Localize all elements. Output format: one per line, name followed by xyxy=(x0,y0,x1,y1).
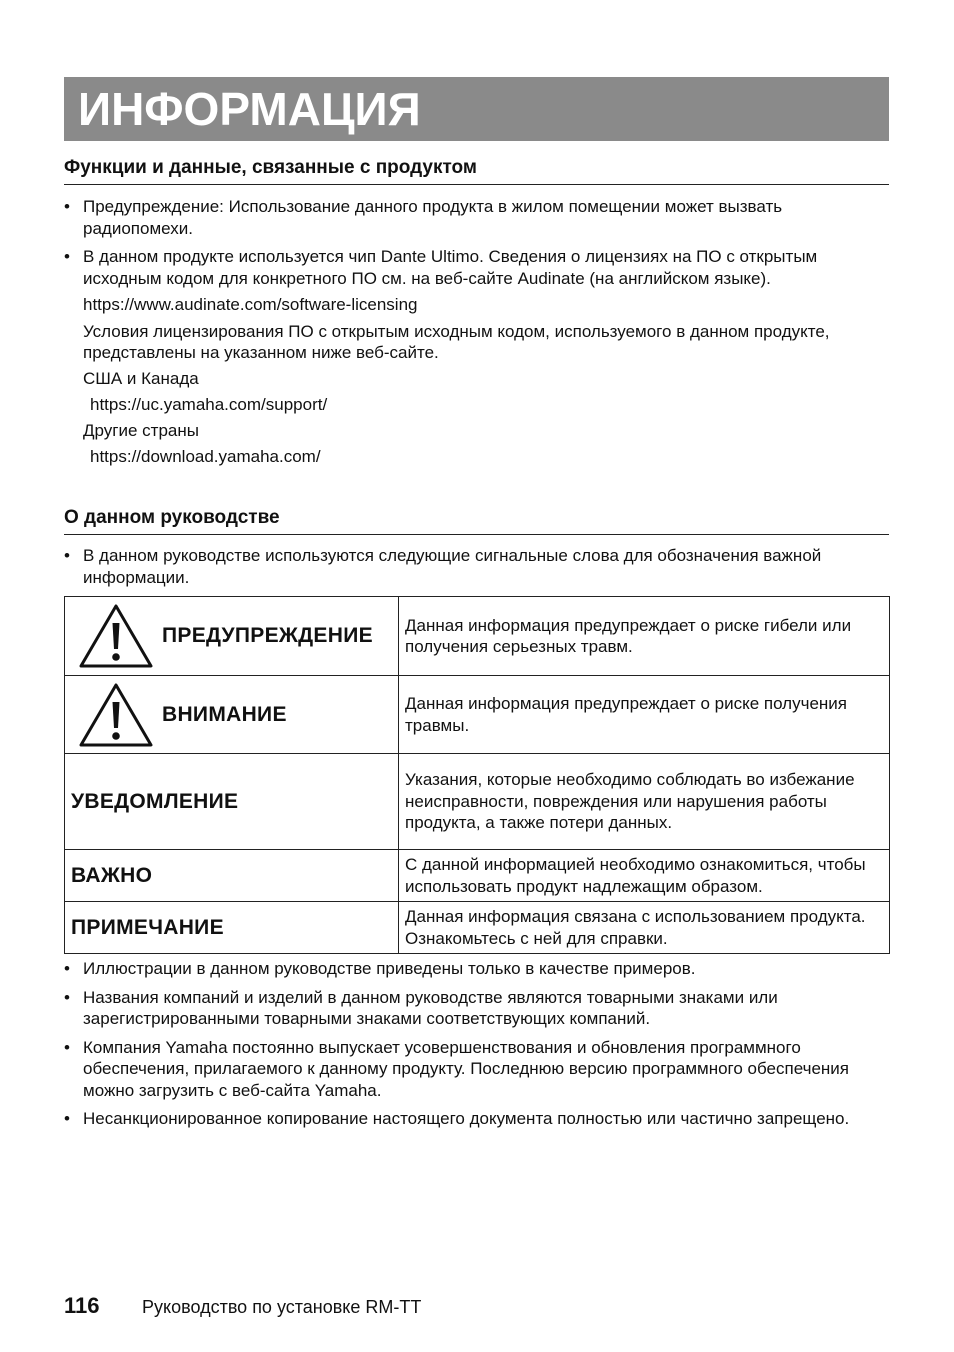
signal-label-cell xyxy=(65,850,399,902)
yamaha-usa-link[interactable]: https://uc.yamaha.com/support/ xyxy=(90,395,328,414)
yamaha-download-link[interactable]: https://download.yamaha.com/ xyxy=(90,447,321,466)
table-row xyxy=(65,902,890,954)
page-number: 116 xyxy=(64,1293,100,1318)
list-item: • Названия компаний и изделий в данном руководстве являются товарными знаками или зарегистрированными товарными знаками соответствующих компаний. xyxy=(64,987,889,1030)
signal-desc-notice: Указания, которые необходимо соблюдать во избежание неисправности, повреждения или нарушения работы продукта, а также потери данных. xyxy=(399,754,890,850)
signal-words-table xyxy=(64,596,890,954)
signal-word-warning: ПРЕДУПРЕЖДЕНИЕ xyxy=(162,624,373,647)
signal-label-cell xyxy=(65,597,399,676)
list-item: • В данном руководстве используются следующие сигнальные слова для обозначения важной информации. xyxy=(64,545,889,588)
page-title: ИНФОРМАЦИЯ xyxy=(78,83,421,135)
signal-word-notice: УВЕДОМЛЕНИЕ xyxy=(71,789,239,813)
region-label-other: Другие страны xyxy=(83,420,199,440)
signal-word-note: ПРИМЕЧАНИЕ xyxy=(71,915,224,939)
signal-label-cell xyxy=(65,902,399,954)
list-item: • Компания Yamaha постоянно выпускает усовершенствования и обновления программного обеспечения, прилагаемого к данному продукту. Последнюю версию программного обеспечения можно загрузить с веб-сайта Yamaha. xyxy=(64,1037,889,1102)
title-banner xyxy=(64,77,889,141)
audinate-link[interactable]: https://www.audinate.com/software-licensing xyxy=(83,295,418,314)
table-row xyxy=(65,754,890,850)
section-about-manual-body xyxy=(64,545,889,588)
signal-desc-important: С данной информацией необходимо ознакомиться, чтобы использовать продукт надлежащим образом. xyxy=(399,850,890,902)
list-item: • Предупреждение: Использование данного продукта в жилом помещении может вызвать радиопомехи. xyxy=(64,196,889,239)
notes-list xyxy=(64,958,889,1130)
region-label-usa: США и Канада xyxy=(83,368,199,388)
signal-desc-caution: Данная информация предупреждает о риске получения травмы. xyxy=(399,676,890,754)
list-item: • Иллюстрации в данном руководстве приведены только в качестве примеров. xyxy=(64,958,889,980)
signal-word-important: ВАЖНО xyxy=(71,863,153,887)
table-row xyxy=(65,597,890,676)
license-text: Условия лицензирования ПО с открытым исходным кодом, используемого в данном продукте, представлены на указанном ниже веб-сайте. xyxy=(83,321,830,362)
list-item: • В данном продукте используется чип Dante Ultimo. Сведения о лицензиях на ПО с открытым исходным кодом для конкретного ПО см. на веб-сайте Audinate (на английском языке). xyxy=(64,246,889,289)
warning-triangle-icon xyxy=(78,682,154,748)
signal-word-caution: ВНИМАНИЕ xyxy=(162,702,287,726)
warning-triangle-icon xyxy=(78,603,154,669)
list-item: • Несанкционированное копирование настоящего документа полностью или частично запрещено. xyxy=(64,1108,889,1130)
signal-label-cell xyxy=(65,676,399,754)
document-title: Руководство по установке RM-TT xyxy=(142,1297,422,1317)
section-product-functions-body xyxy=(64,196,889,468)
signal-desc-note: Данная информация связана с использованием продукта. Ознакомьтесь с ней для справки. xyxy=(399,902,890,954)
table-row xyxy=(65,676,890,754)
section-heading-about-manual: О данном руководстве xyxy=(64,506,889,535)
section-heading-product-functions: Функции и данные, связанные с продуктом xyxy=(64,156,889,185)
table-row xyxy=(65,850,890,902)
signal-desc-warning: Данная информация предупреждает о риске гибели или получения серьезных травм. xyxy=(399,597,890,676)
signal-label-cell xyxy=(65,754,399,850)
